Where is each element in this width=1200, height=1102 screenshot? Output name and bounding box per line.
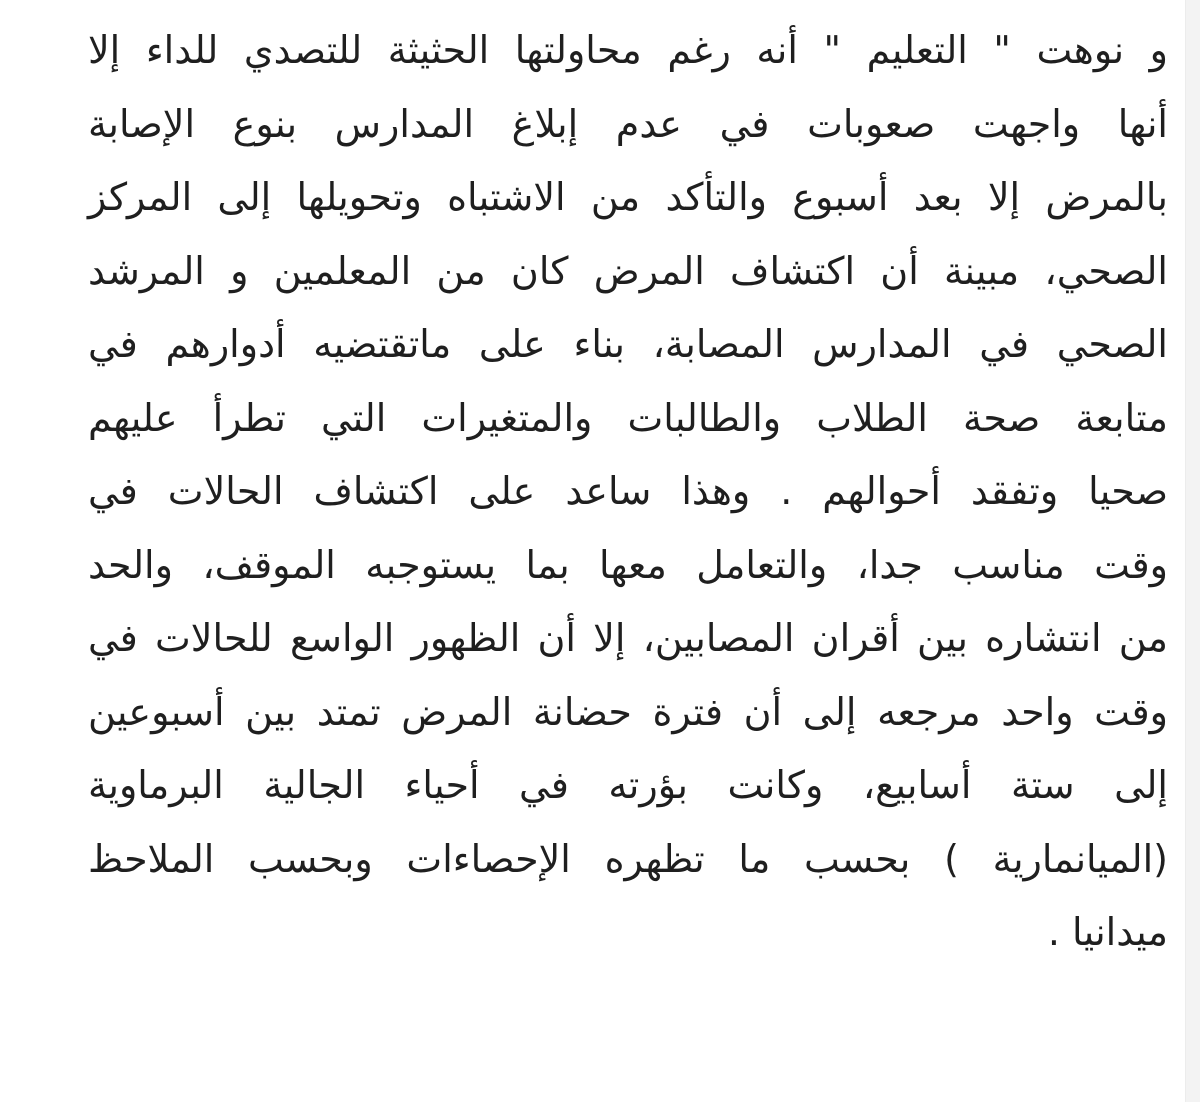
article-line: و نوهت " التعليم " أنه رغم محاولتها الحثيثة للتصدي للداء إلا (88, 28, 1168, 72)
article-body (88, 14, 1168, 970)
article-line: من انتشاره بين أقران المصابين، إلا أن الظهور الواسع للحالات في (88, 616, 1168, 660)
article-line: متابعة صحة الطلاب والطالبات والمتغيرات التي تطرأ عليهم (88, 395, 1168, 440)
scrollbar-track[interactable] (1185, 0, 1200, 1102)
article-line: ميدانيا . (1047, 910, 1168, 954)
article-line: وقت مناسب جدا، والتعامل معها بما يستوجبه الموقف، والحد (88, 542, 1168, 587)
article-line: (الميانمارية ) بحسب ما تظهره الإحصاءات وبحسب الملاحظ (88, 836, 1168, 881)
article-line: الصحي، مبينة أن اكتشاف المرض كان من المعلمين و المرشد (88, 248, 1168, 293)
article-line: الصحي في المدارس المصابة، بناء على ماتقتضيه أدوارهم في (88, 322, 1168, 366)
article-line: وقت واحد مرجعه إلى أن فترة حضانة المرض تمتد بين أسبوعين (88, 689, 1168, 734)
article-line: بالمرض إلا بعد أسبوع والتأكد من الاشتباه وتحويلها إلى المركز (88, 175, 1168, 219)
article-line: إلى ستة أسابيع، وكانت بؤرته في أحياء الجالية البرماوية (88, 763, 1168, 807)
article-line: صحيا وتفقد أحوالهم . وهذا ساعد على اكتشاف الحالات في (88, 469, 1168, 513)
article-line: أنها واجهت صعوبات في عدم إبلاغ المدارس بنوع الإصابة (88, 101, 1168, 146)
